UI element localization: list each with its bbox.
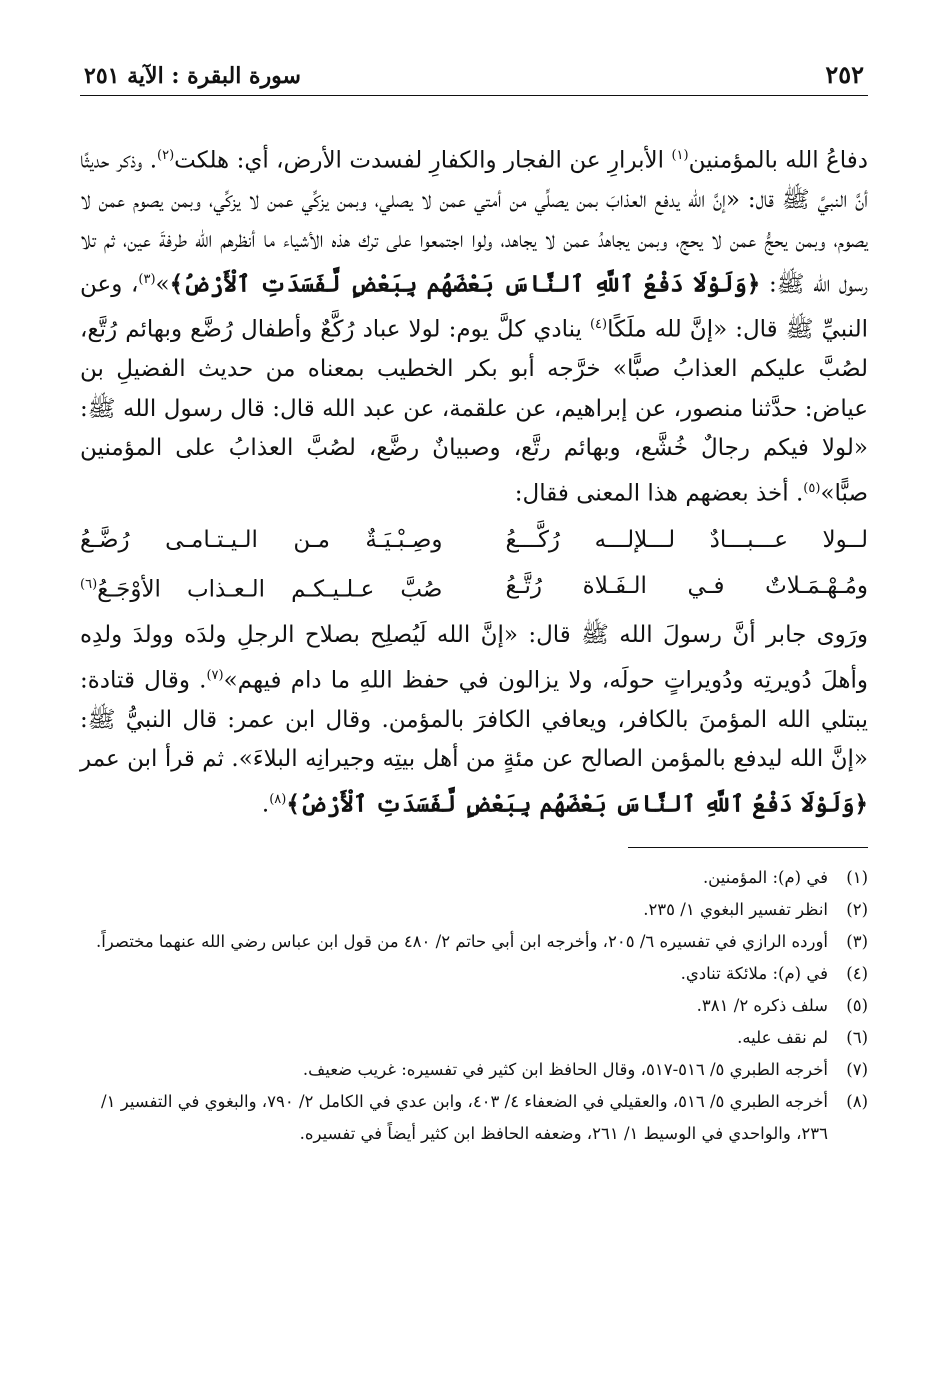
footnote-text: سلف ذكره ٢/ ٣٨١. <box>696 995 828 1015</box>
footnote-number: (٥) <box>846 995 868 1015</box>
footnote-number: (٤) <box>846 963 868 983</box>
footnote-ref: (٨) <box>269 791 287 807</box>
footnote <box>80 990 868 1022</box>
text-run: ينادي كلَّ يوم: لولا عباد رُكَّعٌ وأطفال رُضَّع وبهائم رُتَّع، لصُبَّ عليكم العذابُ صبًّا» خرَّجه أبو بكر الخطيب بمعناه من حديث الفضيلِ بن عياض: حدَّثنا منصور، عن إبراهيم، عن علقمة، عن عبد الله قال: قال رسول الله ﷺ: «لولا فيكم رجالٌ خُشَّع، وبهائم رتَّع، وصبيانٌ رضَّع، لصُبَّ العذابُ على المؤمنين صبًّا» <box>80 316 868 507</box>
poem-hemistich-second <box>80 565 442 610</box>
page-header <box>80 60 868 93</box>
footnote <box>80 1022 868 1054</box>
text-run: » <box>155 271 170 298</box>
paragraph-2 <box>80 616 868 825</box>
poem-hemistich-second: وصِـبْـيَـةٌ مـن الـيـتـامـى رُضَّـعُ <box>80 527 443 554</box>
footnote-ref: (٥) <box>803 480 821 496</box>
text-run: ، وعن النبيِّ ﷺ قال: «إنَّ لله ملَكًا <box>80 271 868 343</box>
poem <box>80 518 868 610</box>
header-rule <box>80 95 868 96</box>
text-run: . أخذ بعضهم هذا المعنى فقال: <box>514 480 804 507</box>
footnote <box>80 958 868 990</box>
footnote-number: (٨) <box>846 1091 868 1111</box>
footnote-separator <box>628 847 868 848</box>
footnote-text: أخرجه الطبري ٥/ ٥١٦-٥١٧، وقال الحافظ ابن كثير في تفسيره: غريب ضعيف. <box>302 1059 828 1079</box>
footnote-ref: (٣) <box>138 272 156 288</box>
footnote-number: (٦) <box>846 1027 868 1047</box>
footnote-text: لم نقف عليه. <box>737 1027 828 1047</box>
footnote-ref: (٧) <box>206 667 224 683</box>
footnote <box>80 862 868 894</box>
footnote-number: (١) <box>846 867 868 887</box>
footnote-text: أخرجه الطبري ٥/ ٥١٦، والعقيلي في الضعفاء ٤/ ٤٠٣، وابن عدي في الكامل ٢/ ٧٩٠، والبغوي في التفسير ١/ ٢٣٦، والواحدي في الوسيط ١/ ٢٦١، وضعفه الحافظ ابن كثير أيضاً في تفسيره. <box>101 1091 828 1143</box>
text-run: دفاعُ الله بالمؤمنين <box>688 147 868 174</box>
text-run: الأبرارِ عن الفجار والكفارِ لفسدت الأرض، أي: هلكت <box>174 147 672 174</box>
text-run: ورَوى جابر أنَّ رسولَ الله ﷺ قال: «إنَّ الله لَيُصلِح بصلاح الرجلِ ولدَه وولدَ ولدِه وأهلَ دُويرتِه ودُويراتٍ حولَه، ولا يزالون في حفظ اللهِ ما دام فيهم» <box>80 622 868 694</box>
footnote-text: انظر تفسير البغوي ١/ ٢٣٥. <box>643 899 828 919</box>
footnote <box>80 1054 868 1086</box>
footnote-ref: (١) <box>671 148 689 163</box>
footnote-number: (٧) <box>846 1059 868 1079</box>
quran-verse: ﴿وَلَوْلَا دَفْعُ ٱللَّهِ ٱلنَّاسَ بَعْضَهُم بِبَعْضٍ لَّفَسَدَتِ ٱلْأَرْضُ﴾ <box>169 270 761 298</box>
footnote-text: أورده الرازي في تفسيره ٦/ ٢٠٥، وأخرجه ابن أبي حاتم ٢/ ٤٨٠ من قول ابن عباس رضي الله عنهما مختصراً. <box>95 931 828 951</box>
footnote-ref: (٢) <box>157 148 175 163</box>
text-run: . وقال قتادة: يبتلي الله المؤمنَ بالكافر، ويعافي الكافرَ بالمؤمن. وقال ابن عمر: قال النبيُّ ﷺ: «إنَّ الله ليدفع بالمؤمن الصالح عن مئةٍ من أهل بيتِه وجيرانِه البلاءَ». ثم قرأ ابن عمر <box>80 667 868 773</box>
page-number: ٢٥٢ <box>825 60 864 89</box>
poem-hemistich-first: ومُـهْـمَـلاتٌ فـي الـفَـلاة رُتَّـعُ <box>505 573 868 600</box>
poem-hemistich-first: لــولا عـــبـــادٌ لـــلإلـــه رُكَّـــعُ <box>505 527 868 554</box>
footnote-ref: (٦) <box>80 576 98 592</box>
footnote-ref: (٤) <box>589 317 608 333</box>
poem-verse-2 <box>80 564 868 610</box>
footnote-text: في (م): المؤمنين. <box>702 867 828 887</box>
running-title: سورة البقرة : الآية ٢٥١ <box>84 63 301 89</box>
footnote-number: (٢) <box>846 899 868 919</box>
footnote <box>80 894 868 926</box>
footnote <box>80 926 868 958</box>
paragraph-1 <box>80 136 868 514</box>
main-text <box>80 136 868 825</box>
poem-hemistich-text: صُبَّ عـلـيـكـم الـعـذاب الأوْجَـعُ <box>97 576 443 603</box>
footnote-text: في (م): ملائكة تنادي. <box>680 963 828 983</box>
quran-verse: ﴿وَلَوْلَا دَفْعُ ٱللَّهِ ٱلنَّاسَ بَعْضَهُم بِبَعْضٍ لَّفَسَدَتِ ٱلْأَرْضُ﴾ <box>286 790 868 818</box>
footnote-number: (٣) <box>846 931 868 951</box>
footnote <box>80 1086 868 1150</box>
footnotes <box>80 862 868 1150</box>
poem-verse-1 <box>80 518 868 564</box>
text-run: . وذكر حديثًا أنَّ النبيَّ ﷺ قال: «إنَّ الله يدفع العذابَ بمن يصلِّي من أمتي عمن لا يصلي، وبمن يزكِّي عمن لا يزكِّي، وبمن يصوم عمن لا يصوم، وبمن يحجُّ عمن لا يحج، وبمن يجاهدُ عمن لا يجاهد، ولوا اجتمعوا على ترك هذه الأشياء ما أنظرهم الله طرفةَ عين، ثم تلا رسول الله ﷺ: <box>80 147 868 298</box>
text-run: . <box>261 791 270 818</box>
